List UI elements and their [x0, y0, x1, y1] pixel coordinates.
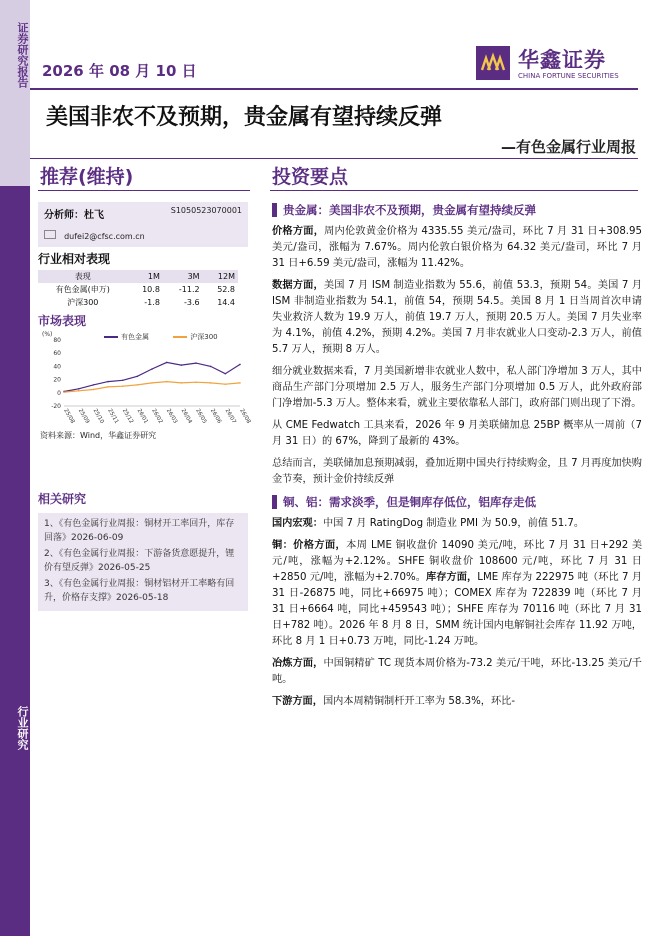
paragraph-text: 周内伦敦黄金价格为 4335.55 美元/盎司，环比 7 月 31 日+308.95 美元/盎司，涨幅为 7.67%。周内伦敦白银价格为 64.32 美元/盎司，环比 7 月 31 日+6.59 美元/盎司，涨幅为 11.42%。 — [272, 226, 643, 269]
mail-icon — [44, 230, 56, 239]
data-point — [210, 382, 212, 384]
analyst-box — [38, 202, 248, 247]
heading-bar — [272, 495, 277, 509]
market-chart — [40, 328, 252, 428]
y-tick-label: 20 — [53, 376, 61, 384]
y-tick-label: 80 — [53, 337, 61, 344]
related-research — [38, 490, 248, 611]
x-tick-label: 25/08 — [62, 408, 76, 425]
data-point — [93, 389, 95, 391]
x-tick-label: 26/04 — [179, 408, 193, 425]
report-title: 美国非农不及预期，贵金属有望持续反弹 — [46, 105, 443, 130]
report-subtitle: —有色金属行业周报 — [500, 138, 636, 156]
chart-source: 资料来源：Wind，华鑫证券研究 — [40, 431, 157, 440]
paragraph-text: LME 库存为 222975 吨（环比 7 月 31 日-26875 吨，同比+66975 吨）；COMEX 库存为 722839 吨（环比 7 月 31 日+6664 吨，同比+459543 吨）；SHFE 库存为 70116 吨（环比 7 月 31 日+782 吨）。2026 年 8 月 8 日，SMM 统计国内电解铜社会库存 11.92 万吨，环比 8 月 1 日+0.73 万吨，同比-1.24 万吨。 — [272, 572, 643, 647]
table-cell: -11.2 — [178, 285, 200, 294]
table-header-cell: 表现 — [38, 270, 128, 283]
legend-item — [173, 333, 217, 341]
x-tick-label: 25/11 — [106, 408, 120, 425]
y-tick-label: 0 — [57, 389, 61, 397]
paragraph-lead: 铜：价格方面， — [272, 540, 347, 551]
legend-label: 有色金属 — [121, 333, 149, 341]
table-cell: -3.6 — [183, 298, 200, 307]
paragraph-text: 国内本周精铜制杆开工率为 58.3%，环比- — [322, 696, 516, 707]
y-tick-label: -20 — [51, 403, 61, 410]
y-axis-label: (%) — [42, 331, 53, 338]
paragraph — [272, 694, 642, 710]
table-cell: 有色金属(申万) — [55, 285, 110, 294]
paragraph: 总结而言，美联储加息预期减弱，叠加近期中国央行持续购金，且 7 月再度加快购金节奏，预计金价持续反弹 — [272, 458, 642, 485]
data-point — [195, 381, 197, 383]
data-point — [225, 373, 227, 375]
data-point — [63, 391, 65, 393]
paragraph-text: 中国 7 月 RatingDog 制造业 PMI 为 50.9，前值 51.7。 — [322, 518, 585, 529]
x-tick-label: 26/05 — [194, 408, 208, 425]
table-row — [38, 296, 238, 309]
header-divider — [30, 88, 638, 90]
company-logo — [476, 38, 636, 86]
performance-table — [38, 270, 238, 309]
paragraph-lead: 国内宏观： — [272, 518, 323, 529]
related-report-link[interactable]: 3、《有色金属行业周报：铜材铝材开工率略有回升，价格存支撑》2026-05-18 — [44, 579, 235, 603]
table-header-cell: 1M — [128, 270, 163, 283]
x-tick-label: 26/02 — [150, 408, 164, 425]
table-cell: 10.8 — [142, 285, 160, 294]
paragraph-lead: 库存方面， — [426, 572, 478, 583]
heading-text: 铜、铝：需求淡季，但是铜库存低位，铝库存走低 — [283, 495, 536, 509]
y-tick-label: 40 — [53, 363, 61, 371]
data-point — [122, 379, 124, 381]
table-row — [38, 283, 238, 296]
legend-swatch — [173, 336, 187, 338]
paragraph: 从 CME Fedwatch 工具来看，2026 年 9 月美联储加息 25BP 概率从一周前（7 月 31 日）的 67%，降到了最新的 43%。 — [272, 420, 642, 447]
analyst-cert-id: S1050523070001 — [170, 206, 242, 215]
investment-points-heading: 投资要点 — [272, 166, 349, 188]
x-tick-label: 25/10 — [91, 408, 105, 425]
data-point — [181, 382, 183, 384]
paragraph: 细分就业数据来看，7 月美国新增非农就业人数中，私人部门净增加 3 万人，其中商品生产部门分项增加 2.5 万人，服务生产部门分项增加 0.5 万人，此外政府部门净增加-5.3 万人。整体来看，就业主要依靠私人部门，政府部门则出现了下滑。 — [272, 366, 642, 409]
paragraph-text: 本周 LME 铜收盘价 14090 美元/吨，环比 7 月 31 日+292 美元/吨，涨幅为+2.12%。SHFE 铜收盘价 108600 元/吨，环比 7 月 31 日+2850 元/吨，涨幅为+2.70%。 — [272, 540, 643, 583]
data-point — [166, 362, 168, 364]
chart-legend — [104, 332, 218, 342]
data-point — [78, 388, 80, 390]
logo-english-name: CHINA FORTUNE SECURITIES — [518, 72, 619, 80]
x-tick-label: 26/03 — [164, 408, 179, 425]
legend-item — [104, 333, 149, 341]
data-point — [151, 368, 153, 370]
data-point — [225, 383, 227, 385]
data-point — [181, 364, 183, 366]
data-point — [166, 381, 168, 383]
paragraph — [272, 516, 642, 532]
related-report-link[interactable]: 1、《有色金属行业周报：铜材开工率回升，库存回落》2026-06-09 — [44, 519, 235, 543]
paragraph-lead: 冶炼方面， — [272, 658, 324, 669]
legend-swatch — [104, 336, 118, 338]
data-point — [239, 382, 241, 384]
rating-underline — [38, 190, 250, 191]
table-cell: 14.4 — [217, 298, 235, 307]
x-tick-label: 26/06 — [208, 408, 223, 425]
data-point — [151, 382, 153, 384]
related-research-title: 相关研究 — [38, 492, 87, 506]
paragraph — [272, 538, 642, 650]
analyst-info — [38, 202, 248, 247]
data-point — [93, 384, 95, 386]
relative-performance-title: 行业相对表现 — [38, 252, 111, 266]
data-point — [137, 376, 139, 378]
points-underline — [270, 190, 638, 191]
related-research-list — [38, 513, 248, 611]
paragraph-text: 美国 7 月 ISM 制造业指数为 55.6，前值 53.3，预期 54。美国 7 月 ISM 非制造业指数为 54.1，前值 54，预期 54.5。美国 8 月 1 日当周首次申请失业救济人数为 19.9 万人，前值 19.7 万人，预期 20.5 万人。美国 7 月失业率为 4.1%，前值 4.2%，预期 4.2%。美国 7 月非农就业人口变动-2.3 万人，前值 5.7 万人，预期 8 万人。 — [272, 280, 643, 355]
data-point — [210, 366, 212, 368]
paragraph-lead: 下游方面， — [272, 696, 323, 707]
market-performance-title: 市场表现 — [38, 314, 87, 328]
data-point — [122, 385, 124, 387]
sidebar-category: 行业研究 — [16, 706, 29, 750]
x-tick-label: 26/01 — [135, 408, 149, 425]
market-performance — [38, 312, 248, 329]
analyst-email[interactable]: dufei2@cfsc.com.cn — [64, 232, 145, 241]
x-tick-label: 26/07 — [223, 408, 237, 425]
paragraph — [272, 278, 642, 358]
table-cell: 沪深300 — [67, 298, 99, 307]
data-point — [107, 381, 109, 383]
series-line — [64, 362, 240, 391]
table-header-cell: 3M — [163, 270, 203, 283]
x-tick-label: 25/12 — [120, 408, 135, 425]
paragraph — [272, 656, 642, 688]
section-heading-copper-aluminum — [272, 494, 642, 510]
investment-points-body — [272, 198, 642, 716]
table-header-row — [38, 270, 238, 283]
paragraph — [272, 224, 642, 272]
data-point — [137, 384, 139, 386]
related-report-link[interactable]: 2、《有色金属行业周报：下游备货意愿提升，锂价有望反弹》2026-05-25 — [44, 549, 235, 573]
x-tick-label: 25/09 — [76, 408, 91, 425]
table-cell: 52.8 — [217, 285, 235, 294]
report-date: 2026 年 08 月 10 日 — [42, 62, 197, 80]
legend-label: 沪深300 — [190, 333, 218, 341]
table-header-cell: 12M — [203, 270, 238, 283]
heading-text: 贵金属：美国非农不及预期，贵金属有望持续反弹 — [283, 203, 536, 217]
paragraph-lead: 价格方面， — [272, 226, 325, 237]
x-tick-label: 26/08 — [238, 408, 252, 425]
heading-bar — [272, 203, 277, 217]
y-tick-label: 60 — [53, 350, 61, 358]
logo-chinese-name: 华鑫证券 — [518, 48, 606, 72]
rating-heading: 推荐(维持) — [40, 166, 134, 188]
title-divider — [30, 158, 638, 159]
market-chart-svg — [40, 328, 252, 428]
analyst-name: 分析师：杜飞 — [44, 210, 104, 221]
paragraph-lead: 数据方面， — [272, 280, 324, 291]
data-point — [78, 390, 80, 392]
section-heading-precious-metals — [272, 202, 642, 218]
table-cell: -1.8 — [144, 298, 160, 307]
data-point — [107, 386, 109, 388]
data-point — [239, 364, 241, 366]
logo-mark-icon — [476, 46, 510, 80]
sidebar-report-type: 证券研究报告 — [16, 22, 29, 88]
relative-performance — [38, 250, 248, 309]
data-point — [195, 362, 197, 364]
paragraph-text: 中国铜精矿 TC 现货本周价格为-73.2 美元/干吨，环比-13.25 美元/千吨。 — [272, 658, 642, 685]
